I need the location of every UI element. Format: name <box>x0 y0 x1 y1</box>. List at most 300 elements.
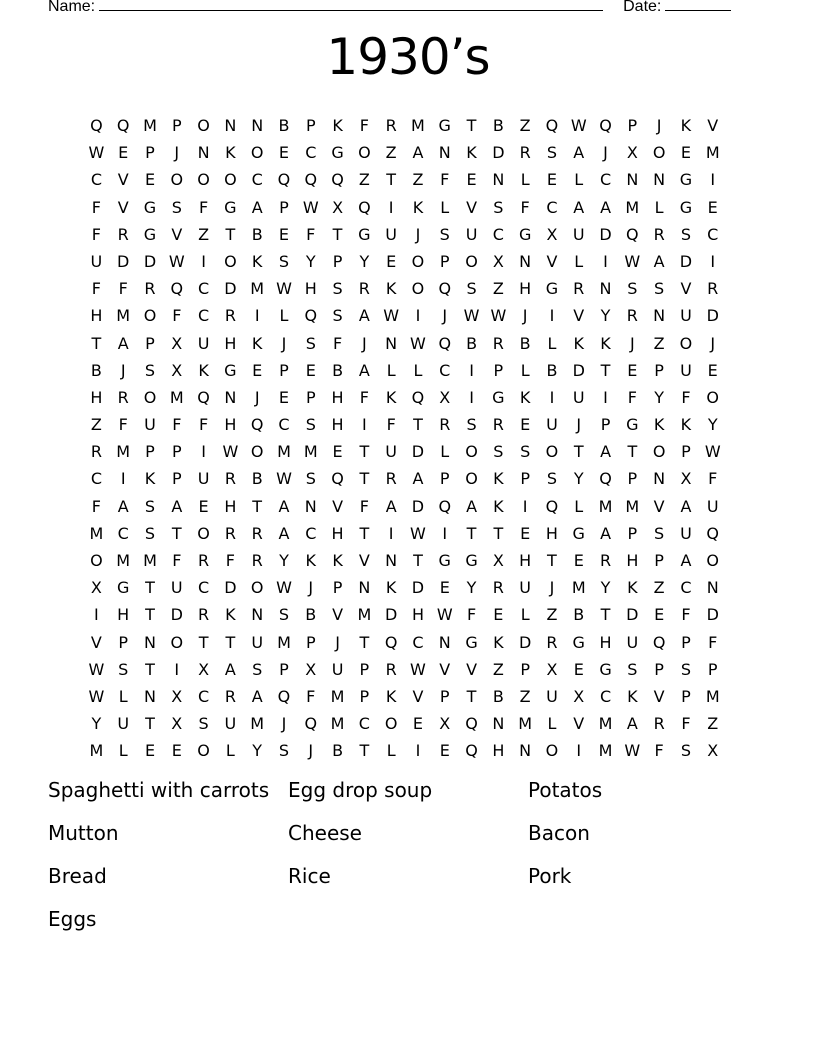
grid-letter: K <box>573 333 584 353</box>
grid-letter: F <box>708 632 718 652</box>
grid-letter: F <box>681 714 691 734</box>
grid-letter: A <box>278 496 290 516</box>
grid-letter: P <box>145 143 155 163</box>
grid-letter: D <box>599 224 612 244</box>
grid-letter: P <box>493 360 504 380</box>
grid-letter: X <box>171 333 183 353</box>
grid-letter: A <box>626 714 638 734</box>
grid-letter: K <box>385 387 397 407</box>
grid-letter: X <box>573 686 585 706</box>
grid-letter: D <box>518 632 532 652</box>
grid-letter: Q <box>465 714 478 734</box>
grid-letter: S <box>520 442 531 462</box>
grid-letter: T <box>171 523 182 543</box>
grid-letter: J <box>629 333 635 353</box>
date-label: Date: <box>623 0 662 15</box>
grid-letter: O <box>143 306 157 326</box>
grid-letter: J <box>603 143 608 163</box>
grid-letter: R <box>251 551 263 570</box>
grid-letter: H <box>224 333 237 353</box>
grid-letter: P <box>707 659 718 679</box>
grid-letter: X <box>332 197 344 217</box>
grid-letter: N <box>385 551 398 570</box>
grid-letter: E <box>707 197 718 217</box>
grid-letter: A <box>117 333 129 353</box>
grid-letter: O <box>652 143 666 163</box>
grid-row <box>83 601 726 628</box>
grid-letter: L <box>520 605 530 625</box>
grid-letter: Y <box>466 578 477 598</box>
word-item: Egg drop soup <box>288 778 433 802</box>
grid-letter: K <box>680 116 692 135</box>
grid-letter: D <box>224 578 237 598</box>
grid-letter: M <box>250 714 265 734</box>
grid-letter: M <box>250 279 265 299</box>
grid-letter: F <box>386 415 396 435</box>
grid-letter: N <box>358 578 371 598</box>
grid-row <box>83 411 726 438</box>
grid-letter: J <box>576 415 582 435</box>
grid-letter: U <box>385 224 398 244</box>
grid-letter: I <box>201 442 206 462</box>
grid-letter: F <box>198 197 209 217</box>
grid-letter: K <box>493 496 504 516</box>
grid-letter: S <box>493 197 504 217</box>
grid-letter: L <box>440 197 450 217</box>
grid-letter: N <box>304 496 317 516</box>
grid-letter: D <box>679 251 693 271</box>
grid-row <box>83 302 726 329</box>
grid-letter: F <box>359 496 369 516</box>
grid-letter: K <box>600 333 611 353</box>
grid-letter: M <box>89 523 104 543</box>
grid-letter: K <box>332 551 343 570</box>
grid-row <box>83 139 726 166</box>
grid-row <box>83 520 726 547</box>
grid-letter: M <box>598 741 613 761</box>
grid-letter: M <box>277 632 291 652</box>
grid-letter: M <box>705 143 720 163</box>
word-item: Eggs <box>48 907 97 931</box>
grid-letter: X <box>546 659 558 679</box>
date-field[interactable] <box>665 0 731 11</box>
grid-letter: O <box>652 442 666 462</box>
grid-letter: F <box>681 387 691 407</box>
grid-letter: H <box>411 605 424 625</box>
grid-row <box>83 357 726 384</box>
grid-letter: C <box>412 632 424 652</box>
grid-letter: I <box>94 605 99 625</box>
grid-letter: L <box>386 741 396 761</box>
grid-letter: F <box>91 224 101 244</box>
grid-letter: I <box>415 306 421 326</box>
grid-letter: E <box>171 741 182 761</box>
grid-letter: R <box>519 143 531 163</box>
grid-letter: C <box>492 224 504 244</box>
grid-letter: S <box>680 741 691 761</box>
grid-letter: P <box>681 442 691 462</box>
grid-letter: C <box>305 523 317 543</box>
grid-letter: S <box>654 279 665 299</box>
grid-row <box>83 166 726 193</box>
grid-letter: N <box>224 116 237 135</box>
grid-letter: V <box>117 197 129 217</box>
grid-letter: X <box>439 387 451 407</box>
grid-letter: S <box>144 496 156 516</box>
grid-letter: U <box>170 578 183 598</box>
grid-letter: D <box>411 496 425 516</box>
grid-letter: N <box>626 170 639 190</box>
grid-letter: U <box>546 686 558 706</box>
grid-letter: W <box>276 578 292 598</box>
grid-letter: M <box>116 551 131 570</box>
grid-letter: Z <box>519 116 531 135</box>
grid-letter: T <box>493 523 504 543</box>
grid-letter: H <box>519 279 532 299</box>
word-item: Pork <box>528 864 572 888</box>
grid-row <box>83 465 726 492</box>
grid-letter: G <box>599 659 612 679</box>
grid-letter: V <box>707 116 719 135</box>
grid-letter: Q <box>277 170 291 190</box>
grid-letter: V <box>573 714 585 734</box>
grid-letter: O <box>465 442 478 462</box>
grid-letter: H <box>117 605 130 625</box>
grid-letter: X <box>171 714 183 734</box>
grid-letter: A <box>385 496 397 516</box>
grid-letter: R <box>117 224 129 244</box>
grid-letter: P <box>627 116 638 135</box>
grid-letter: E <box>466 170 477 190</box>
grid-row <box>83 629 726 656</box>
grid-letter: B <box>251 469 263 489</box>
grid-letter: L <box>279 306 289 326</box>
grid-letter: F <box>306 686 316 706</box>
grid-letter: N <box>599 279 612 299</box>
grid-letter: Y <box>279 551 289 570</box>
grid-letter: N <box>706 578 719 598</box>
grid-letter: M <box>357 605 372 625</box>
grid-letter: I <box>174 659 180 679</box>
grid-letter: G <box>143 197 157 217</box>
grid-letter: P <box>171 116 182 135</box>
grid-letter: N <box>144 632 156 652</box>
grid-letter: R <box>385 469 397 489</box>
grid-letter: Y <box>600 578 611 598</box>
grid-letter: O <box>545 442 559 462</box>
grid-letter: V <box>439 659 451 679</box>
grid-letter: F <box>306 224 316 244</box>
grid-letter: U <box>706 496 719 516</box>
grid-row <box>83 330 726 357</box>
grid-letter: Y <box>707 415 718 435</box>
grid-letter: H <box>492 741 505 761</box>
grid-letter: O <box>224 170 237 190</box>
grid-letter: M <box>411 116 425 135</box>
grid-letter: G <box>143 224 157 244</box>
grid-letter: I <box>362 415 367 435</box>
word-item: Cheese <box>288 821 362 845</box>
grid-letter: G <box>679 170 693 190</box>
grid-letter: Q <box>90 116 103 135</box>
grid-letter: P <box>681 632 691 652</box>
grid-letter: Q <box>438 279 452 299</box>
grid-letter: X <box>492 251 504 271</box>
word-item: Mutton <box>48 821 119 845</box>
grid-letter: O <box>706 387 720 407</box>
grid-letter: L <box>547 714 557 734</box>
grid-letter: G <box>224 197 237 217</box>
grid-letter: S <box>144 523 156 543</box>
grid-letter: I <box>522 496 528 516</box>
grid-letter: G <box>465 632 478 652</box>
grid-letter: X <box>305 659 317 679</box>
grid-letter: D <box>706 306 719 326</box>
grid-letter: F <box>91 197 101 217</box>
grid-letter: Z <box>198 224 210 244</box>
grid-letter: Q <box>304 306 318 326</box>
grid-letter: U <box>331 659 344 679</box>
grid-letter: J <box>362 333 367 353</box>
grid-letter: V <box>466 659 478 679</box>
grid-letter: W <box>88 686 105 706</box>
grid-letter: R <box>573 279 585 299</box>
grid-letter: O <box>250 442 264 462</box>
grid-letter: I <box>388 523 394 543</box>
grid-letter: P <box>305 116 316 135</box>
grid-letter: B <box>573 605 585 625</box>
grid-letter: K <box>653 415 665 435</box>
grid-letter: J <box>308 578 314 598</box>
grid-letter: Z <box>492 659 504 679</box>
grid-letter: W <box>88 143 105 163</box>
grid-letter: N <box>438 632 451 652</box>
grid-letter: B <box>519 333 531 353</box>
grid-letter: Y <box>252 741 263 761</box>
grid-letter: M <box>705 686 720 706</box>
word-item: Rice <box>288 864 331 888</box>
grid-letter: Q <box>545 116 559 135</box>
grid-letter: P <box>439 469 450 489</box>
grid-letter: W <box>383 306 400 326</box>
grid-row <box>83 221 726 248</box>
grid-letter: J <box>442 306 448 326</box>
grid-letter: I <box>603 251 608 271</box>
grid-letter: I <box>415 741 421 761</box>
grid-letter: K <box>225 143 236 163</box>
grid-letter: G <box>438 551 451 570</box>
grid-letter: O <box>170 170 184 190</box>
grid-letter: S <box>305 469 316 489</box>
grid-letter: Z <box>492 279 504 299</box>
grid-letter: T <box>466 523 477 543</box>
grid-letter: O <box>411 251 425 271</box>
grid-letter: W <box>222 442 239 462</box>
grid-row <box>83 710 726 737</box>
grid-letter: I <box>710 251 716 271</box>
grid-letter: S <box>680 659 691 679</box>
grid-letter: U <box>117 714 130 734</box>
grid-letter: P <box>332 578 343 598</box>
grid-letter: M <box>143 116 157 135</box>
grid-letter: I <box>201 251 206 271</box>
grid-letter: R <box>251 523 263 543</box>
grid-letter: L <box>225 741 235 761</box>
grid-letter: H <box>224 496 237 516</box>
grid-row <box>83 574 726 601</box>
grid-letter: J <box>335 632 340 652</box>
grid-letter: Y <box>600 306 611 326</box>
grid-letter: F <box>91 279 101 299</box>
grid-letter: O <box>384 714 398 734</box>
grid-letter: P <box>654 360 664 380</box>
grid-letter: O <box>465 251 478 271</box>
grid-letter: S <box>493 442 504 462</box>
grid-letter: G <box>331 143 344 163</box>
grid-letter: L <box>520 360 530 380</box>
grid-letter: R <box>358 279 370 299</box>
grid-letter: R <box>626 306 638 326</box>
grid-letter: I <box>549 387 555 407</box>
grid-letter: F <box>440 170 450 190</box>
grid-letter: T <box>359 442 370 462</box>
grid-row <box>83 248 726 275</box>
grid-letter: L <box>547 333 557 353</box>
grid-letter: O <box>197 116 210 135</box>
grid-letter: E <box>680 143 691 163</box>
grid-letter: G <box>572 632 585 652</box>
grid-letter: U <box>197 469 210 489</box>
grid-letter: F <box>520 197 530 217</box>
grid-letter: D <box>626 605 639 625</box>
grid-letter: S <box>439 224 450 244</box>
grid-letter: H <box>304 279 317 299</box>
grid-letter: E <box>198 496 209 516</box>
grid-letter: Q <box>438 496 452 516</box>
grid-row <box>83 683 726 710</box>
grid-letter: F <box>359 116 369 135</box>
grid-letter: M <box>571 578 586 598</box>
grid-letter: B <box>332 360 344 380</box>
grid-letter: T <box>466 686 477 706</box>
grid-letter: R <box>546 632 558 652</box>
grid-letter: Q <box>277 686 291 706</box>
grid-letter: G <box>358 224 371 244</box>
grid-letter: Q <box>331 170 344 190</box>
grid-letter: E <box>144 170 156 190</box>
grid-letter: F <box>708 469 718 489</box>
grid-letter: Q <box>599 469 612 489</box>
grid-letter: U <box>680 306 692 326</box>
grid-letter: A <box>412 469 424 489</box>
grid-row <box>83 194 726 221</box>
grid-letter: A <box>171 496 183 516</box>
grid-letter: W <box>276 279 292 299</box>
grid-letter: D <box>411 578 425 598</box>
grid-letter: K <box>519 387 531 407</box>
grid-letter: O <box>250 578 264 598</box>
grid-letter: A <box>600 442 612 462</box>
grid-letter: N <box>492 170 505 190</box>
grid-letter: R <box>144 279 156 299</box>
grid-letter: D <box>170 605 183 625</box>
grid-letter: C <box>251 170 263 190</box>
grid-letter: T <box>386 170 397 190</box>
grid-letter: Z <box>90 415 102 435</box>
grid-letter: R <box>198 551 210 570</box>
grid-letter: V <box>332 496 344 516</box>
grid-letter: I <box>576 741 582 761</box>
grid-letter: J <box>656 116 662 135</box>
grid-letter: U <box>680 523 692 543</box>
grid-letter: S <box>305 415 316 435</box>
grid-letter: C <box>305 143 317 163</box>
grid-letter: W <box>624 251 641 271</box>
grid-row <box>83 275 726 302</box>
grid-letter: C <box>358 714 370 734</box>
grid-letter: R <box>439 415 451 435</box>
grid-letter: P <box>305 632 316 652</box>
grid-letter: X <box>171 686 183 706</box>
grid-letter: I <box>469 387 474 407</box>
grid-letter: T <box>198 632 209 652</box>
grid-letter: C <box>90 469 102 489</box>
grid-letter: L <box>574 251 584 271</box>
grid-letter: G <box>492 387 505 407</box>
grid-letter: P <box>145 333 155 353</box>
grid-letter: W <box>704 442 721 462</box>
grid-letter: M <box>598 496 613 516</box>
grid-letter: A <box>680 496 692 516</box>
grid-letter: O <box>706 551 720 570</box>
grid-letter: O <box>170 632 184 652</box>
grid-letter: A <box>573 143 585 163</box>
grid-letter: Q <box>706 523 720 543</box>
grid-letter: T <box>145 605 155 625</box>
grid-letter: X <box>626 143 638 163</box>
grid-letter: N <box>438 143 451 163</box>
grid-letter: L <box>654 197 664 217</box>
grid-letter: U <box>465 224 478 244</box>
grid-letter: D <box>572 360 585 380</box>
grid-letter: V <box>653 496 665 516</box>
header <box>48 0 731 16</box>
grid-letter: G <box>116 578 130 598</box>
grid-letter: T <box>547 551 557 570</box>
grid-letter: G <box>679 197 693 217</box>
grid-letter: M <box>518 714 533 734</box>
grid-letter: N <box>251 605 264 625</box>
grid-letter: J <box>308 741 314 761</box>
grid-letter: S <box>546 143 558 163</box>
grid-letter: J <box>281 714 287 734</box>
grid-letter: Q <box>599 116 612 135</box>
grid-letter: J <box>415 224 421 244</box>
grid-letter: S <box>654 523 665 543</box>
grid-letter: M <box>143 551 157 570</box>
grid-letter: D <box>117 251 130 271</box>
name-field[interactable] <box>99 0 603 11</box>
grid-letter: P <box>359 659 370 679</box>
grid-letter: K <box>493 632 504 652</box>
grid-letter: A <box>224 659 236 679</box>
grid-letter: N <box>197 143 210 163</box>
grid-letter: N <box>519 741 532 761</box>
grid-letter: X <box>546 224 558 244</box>
grid-letter: J <box>254 387 260 407</box>
grid-letter: L <box>413 360 423 380</box>
grid-letter: S <box>144 360 156 380</box>
